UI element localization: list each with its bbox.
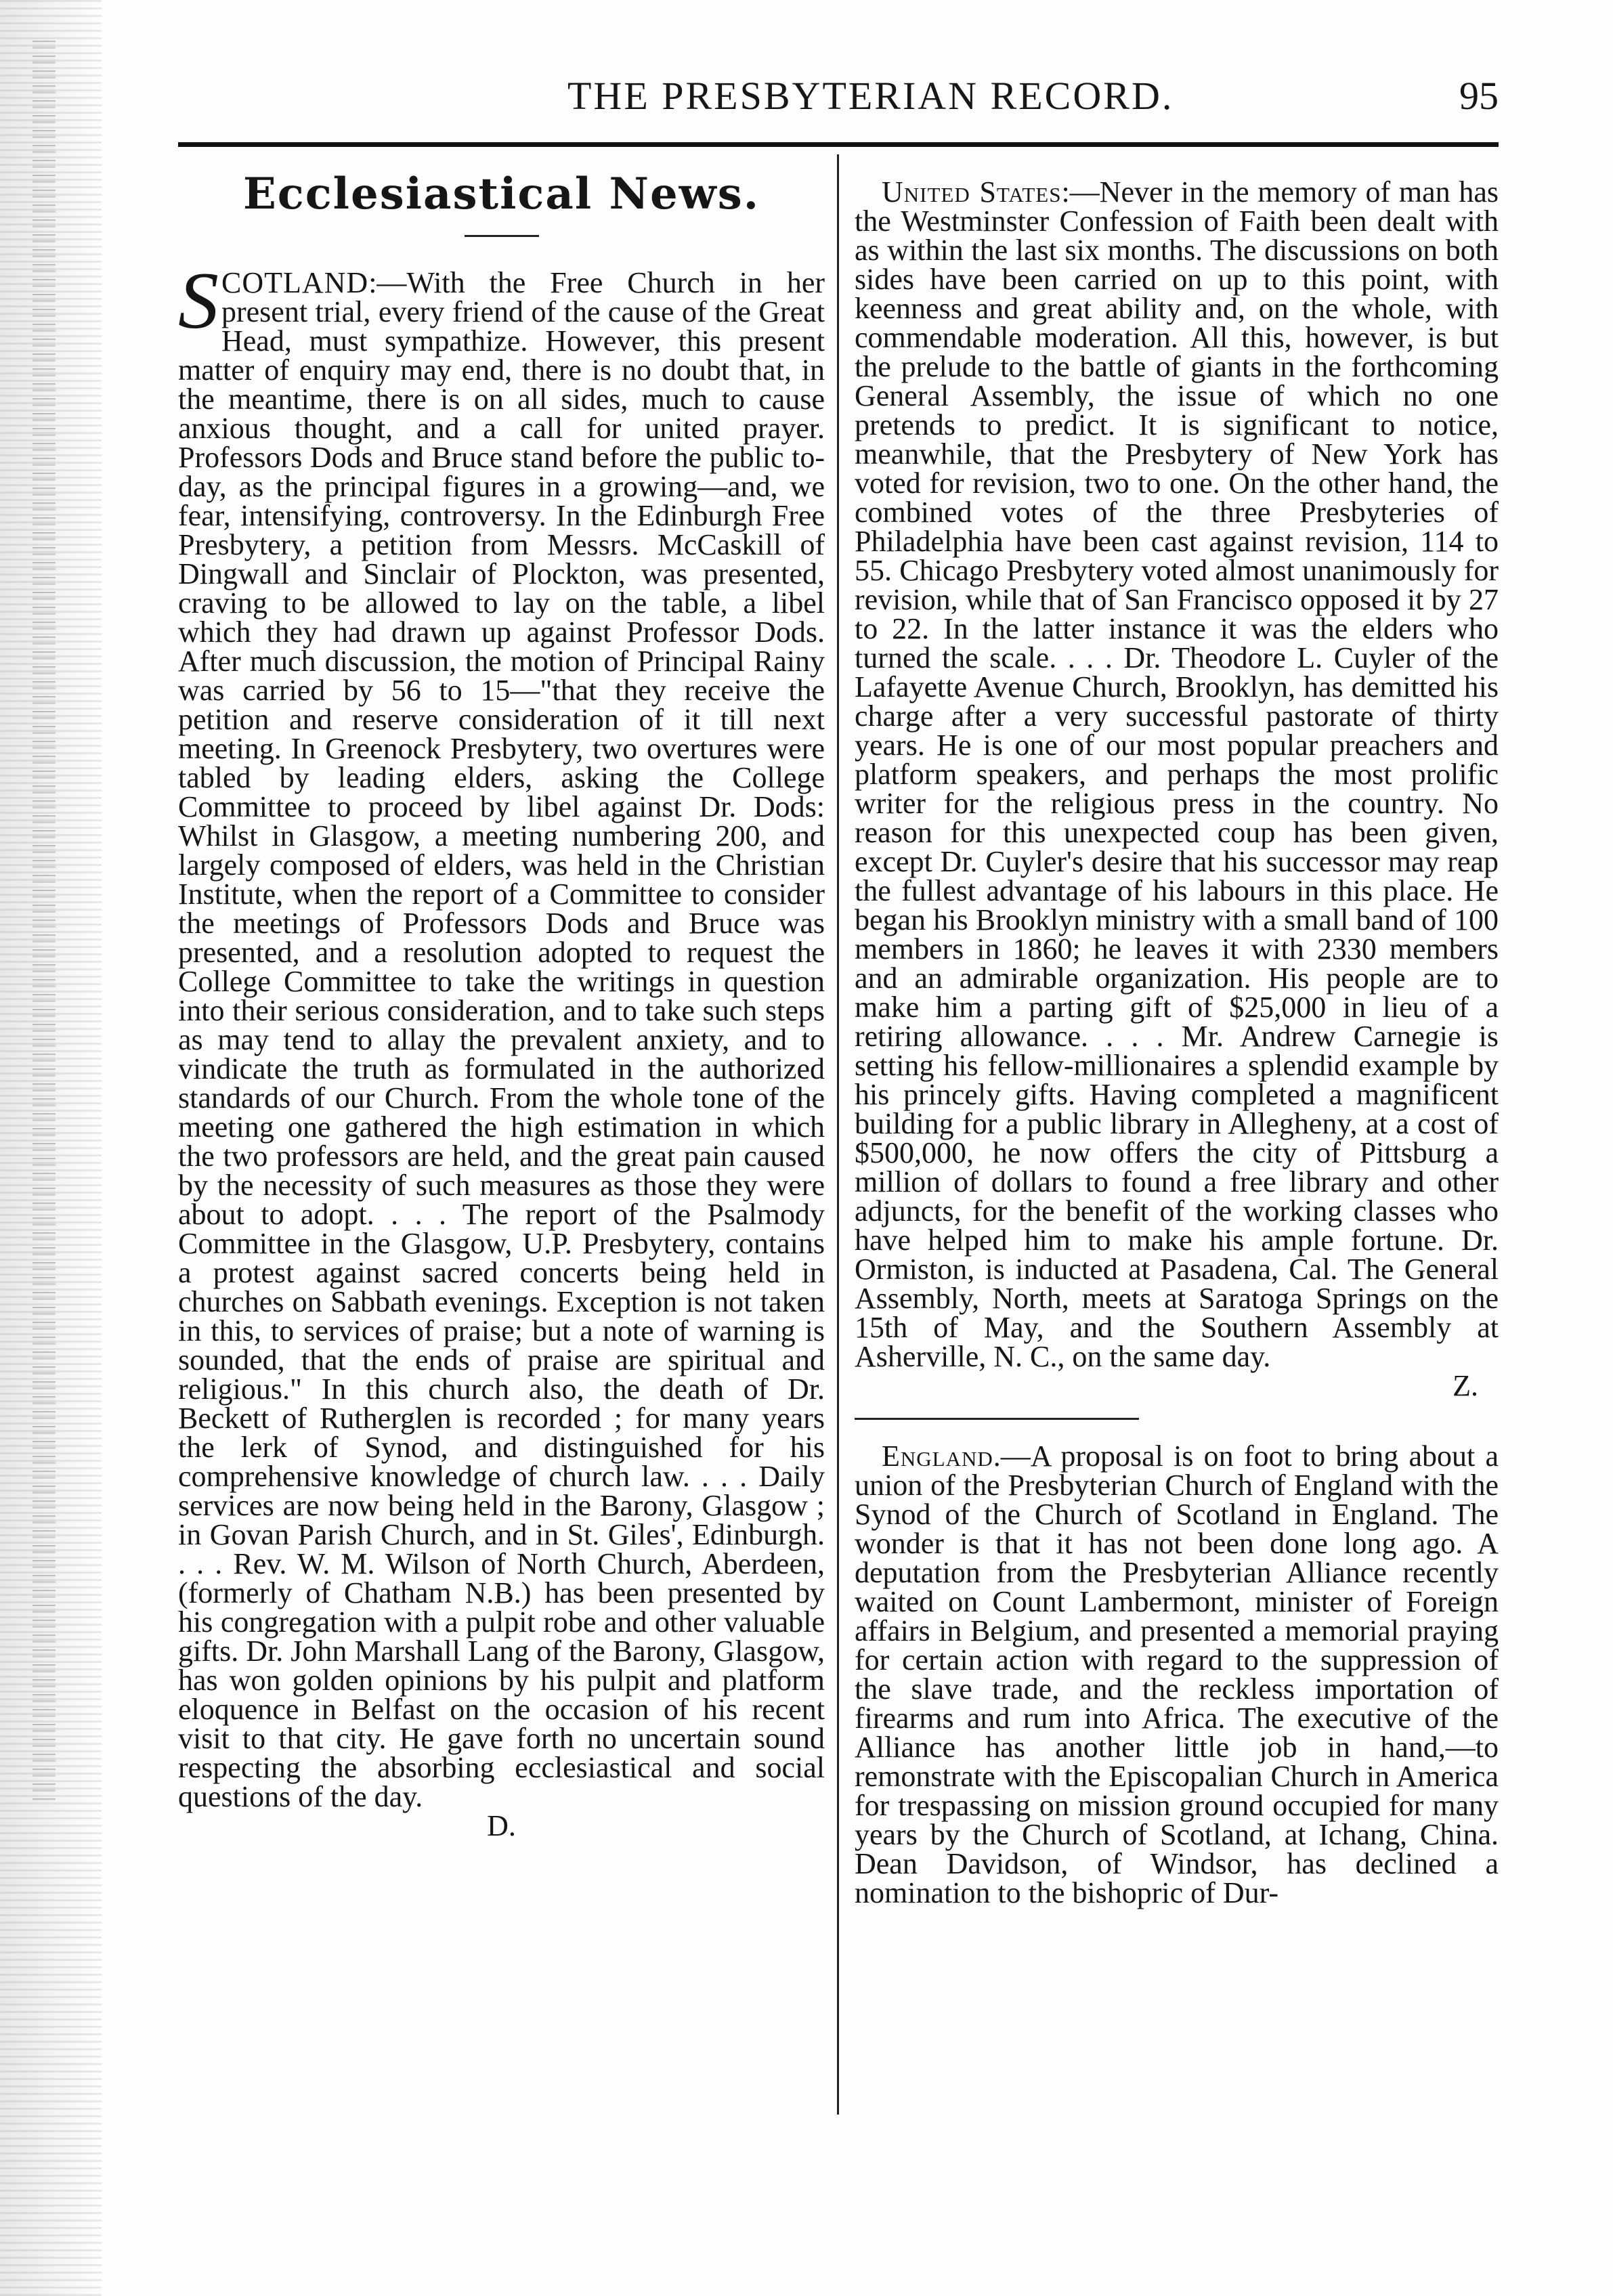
england-paragraph: [855, 1439, 1499, 1909]
england-text: .—A proposal is on foot to bring about a union of the Presbyterian Church of England with the Synod of the Church of Scotland in England. The wonder is that it has not been done long ago. A deputation from the Presbyterian Alliance recently waited on Count Lambermont, minister of Foreign affairs in Belgium, and presented a memorial praying for certain action with regard to the suppression of the slave trade, and the reckless importation of firearms and rum into Africa. The executive of the Alliance has another little job in hand,—to remonstrate with the Episcopalian Church in America for trespassing on mission ground occupied for many years by the Church of Scotland, at Ichang, China. Dean Davidson, of Windsor, has declined a nomination to the bishopric of Dur-: [855, 1439, 1499, 1909]
us-signature: Z.: [1453, 1369, 1478, 1402]
us-text: :—Never in the memory of man has the Westminster Confession of Faith been dealt with as within the last six months. The discussions on both sides have been carried on up to this point, with keenness and great ability and, on the whole, with commendable moderation. All this, however, is but the prelude to the battle of giants in the forthcoming General Assembly, the issue of which no one pretends to predict. It is significant to notice, meanwhile, that the Presbytery of New York has voted for revision, two to one. On the other hand, the combined votes of the three Presbyteries of Philadelphia have been cast against revision, 114 to 55. Chicago Presbytery voted almost unanimously for revision, while that of San Francisco opposed it by 27 to 22. In the latter instance it was the elders who turned the scale. . . . Dr. Theodore L. Cuyler of the Lafayette Avenue Church, Brooklyn, has demitted his charge after a very successful pastorate of thirty years. He is one of our most popular preachers and platform speakers, and perhaps the most prolific writer for the religious press in the country. No reason for this unexpected coup has been given, except Dr. Cuyler's desire that his successor may reap the fullest advantage of his labours in this place. He began his Brooklyn ministry with a small band of 100 members in 1860; he leaves it with 2330 members and an admirable organization. His people are to make him a parting gift of $25,000 in lieu of a retiring allowance. . . . Mr. Andrew Carnegie is setting his fellow-millionaires a splendid example by his princely gifts. Having completed a magnificent building for a public library in Allegheny, at a cost of $500,000, he now offers the city of Pittsburg a million of dollars to found a free library and other adjuncts, for the benefit of the working classes who have helped him to make his ample fortune. Dr. Ormiston, is inducted at Pasadena, Cal. The General Assembly, North, meets at Saratoga Springs on the 15th of May, and the Southern Assembly at Asherville, N. C., on the same day.: [855, 175, 1499, 1373]
scotland-lead-word: COTLAND: [221, 266, 369, 299]
england-lead-word: England: [882, 1439, 993, 1473]
column-divider: [837, 154, 839, 2115]
right-column: [855, 177, 1499, 1907]
us-paragraph: [855, 177, 1499, 1371]
scotland-signature: D.: [487, 1809, 516, 1842]
header-rule: [178, 142, 1499, 147]
heading-rule: [465, 235, 539, 237]
scotland-text: :—With the Free Church in her present trial, every friend of the cause of the Great Head, must sympathize. However, this present matter of enquiry may end, there is no doubt that, in the meantime, there is on all sides, much to cause anxious thought, and a call for united prayer. Professors Dods and Bruce stand before the public to-day, as the principal figures in a growing—and, we fear, intensifying, controversy. In the Edinburgh Free Presbytery, a petition from Messrs. McCaskill of Dingwall and Sinclair of Plockton, was presented, craving to be allowed to lay on the table, a libel which they had drawn up against Professor Dods. After much discussion, the motion of Principal Rainy was carried by 56 to 15—"that they receive the petition and reserve consideration of it till next meeting. In Greenock Presbytery, two overtures were tabled by leading elders, asking the College Committee to proceed by libel against Dr. Dods: Whilst in Glasgow, a meeting numbering 200, and largely composed of elders, was held in the Christian Institute, when the report of a Committee to consider the meetings of Professors Dods and Bruce was presented, and a resolution adopted to request the College Committee to take the writings in question into their serious consideration, and to take such steps as may tend to allay the prevalent anxiety, and to vindicate the truth as formulated in the authorized standards of our Church. From the whole tone of the meeting one gathered the high estimation in which the two professors are held, and the great pain caused by the necessity of such measures as those they were about to adopt. . . . The report of the Psalmody Committee in the Glasgow, U.P. Presbytery, contains a protest against sacred concerts being held in churches on Sabbath evenings. Exception is not taken in this, to services of praise; but a note of warning is sounded, that the ends of praise are spiritual and religious." In this church also, the death of Dr. Beckett of Rutherglen is recorded ; for many years the lerk of Synod, and distinguished for his comprehensive knowledge of church law. . . . Daily services are now being held in the Barony, Glasgow ; in Govan Parish Church, and in St. Giles', Edinburgh. . . . Rev. W. M. Wilson of North Church, Aberdeen, (formerly of Chatham N.B.) has been presented by his congregation with a pulpit robe and other valuable gifts. Dr. John Marshall Lang of the Barony, Glasgow, has won golden opinions by his pulpit and platform eloquence in Belfast on the occasion of his recent visit to that city. He gave forth no uncertain sound respecting the absorbing ecclesiastical and social questions of the day.: [178, 266, 825, 1813]
running-head: [178, 73, 1499, 127]
binding-stitching: [33, 41, 56, 1801]
scotland-paragraph: [178, 255, 825, 1813]
page-binding-edge: [0, 0, 102, 2296]
section-rule: [855, 1418, 1139, 1420]
section-heading: Ecclesiastical News.: [242, 169, 760, 219]
left-column: [178, 167, 825, 1840]
page-number: 95: [1459, 74, 1499, 118]
running-title: THE PRESBYTERIAN RECORD.: [567, 74, 1174, 118]
drop-cap: S: [178, 255, 219, 345]
us-lead-word: United States: [882, 175, 1062, 209]
